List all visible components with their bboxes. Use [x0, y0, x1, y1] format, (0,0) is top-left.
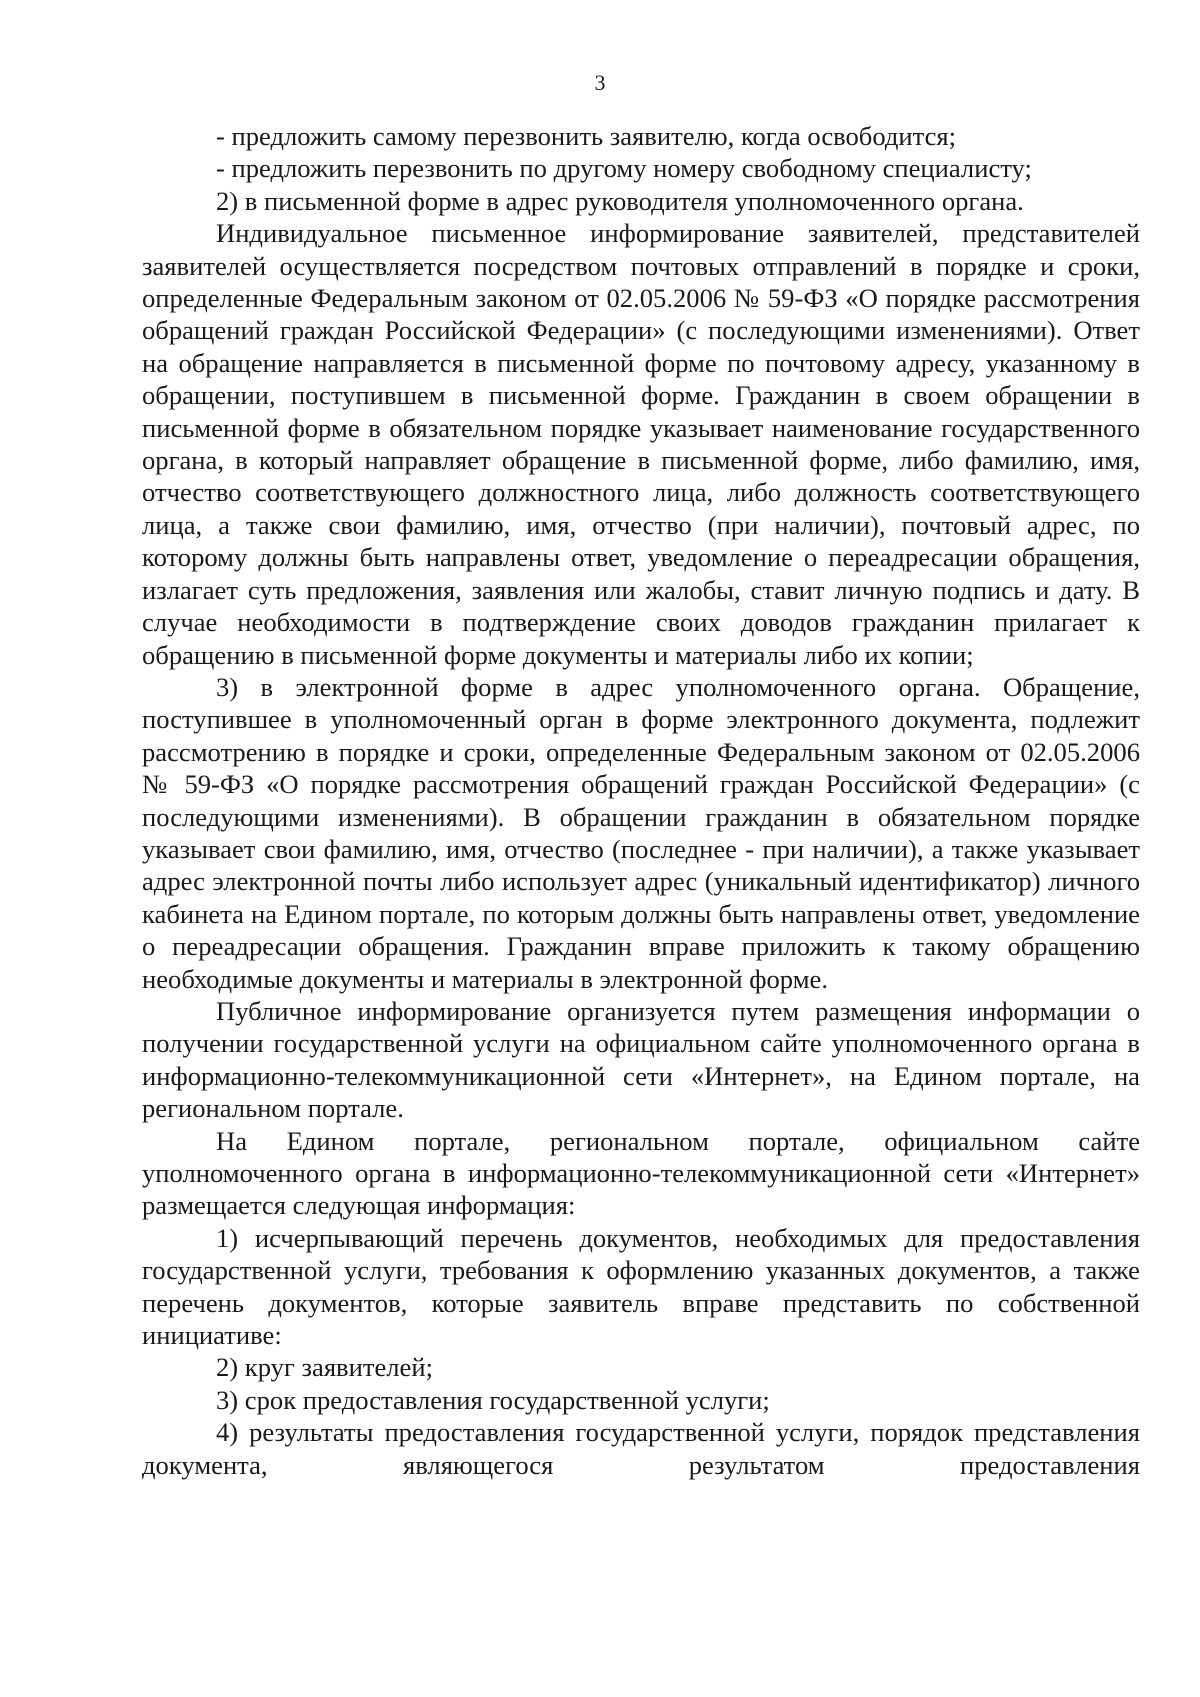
page-number: 3 — [594, 70, 606, 95]
paragraph-written-form: 2) в письменной форме в адрес руководителя уполномоченного органа. — [216, 185, 1024, 216]
paragraph-callback-other: - предложить перезвонить по другому номеру свободному специалисту; — [216, 153, 1032, 184]
list-item-applicants: 2) круг заявителей; — [216, 1352, 433, 1383]
paragraph-individual-written-info: Индивидуальное письменное информирование заявителей, представителей заявителей осуществляется посредством почтовых отправлений в порядке и сроки, определенные Федеральным законом от 02.05.2006 № 59-ФЗ «О порядке рассмотрения обращений граждан Российской Федерации» (с последующими изменениями). Ответ на обращение направляется в письменной форме по почтовому адресу, указанному в обращении, поступившем в письменной форме. Гражданин в своем обращении в письменной форме в обязательном порядке указывает наименование государственного органа, в который направляет обращение в письменной форме, либо фамилию, имя, отчество соответствующего должностного лица, либо должность соответствующего лица, а также свои фамилию, имя, отчество (при наличии), почтовый адрес, по которому должны быть направлены ответ, уведомление о переадресации обращения, излагает суть предложения, заявления или жалобы, ставит личную подпись и дату. В случае необходимости в подтверждение своих доводов гражданин прилагает к обращению в письменной форме документы и материалы либо их копии; — [142, 218, 1140, 670]
list-item-documents: 1) исчерпывающий перечень документов, необходимых для предоставления государственной услуги, требования к оформлению указанных документов, а также перечень документов, которые заявитель вправе представить по собственной инициативе: — [142, 1222, 1140, 1351]
paragraph-callback-self: - предложить самому перезвонить заявителю, когда освободится; — [216, 121, 957, 151]
paragraph-electronic-form: 3) в электронной форме в адрес уполномоченного органа. Обращение, поступившее в уполномоченный орган в форме электронного документа, подлежит рассмотрению в порядке и сроки, определенные Федеральным законом от 02.05.2006 № 59-ФЗ «О порядке рассмотрения обращений граждан Российской Федерации» (с последующими изменениями). В обращении гражданин в обязательном порядке указывает свои фамилию, имя, отчество (последнее - при наличии), а также указывает адрес электронной почты либо использует адрес (уникальный идентификатор) личного кабинета на Едином портале, по которым должны быть направлены ответ, уведомление о переадресации обращения. Гражданин вправе приложить к такому обращению необходимые документы и материалы в электронной форме. — [142, 671, 1140, 994]
paragraph-portal-info: На Едином портале, региональном портале, официальном сайте уполномоченного органа в информационно-телекоммуникационной сети «Интернет» размещается следующая информация: — [142, 1125, 1140, 1221]
list-item-results: 4) результаты предоставления государственной услуги, порядок представления документа, являющегося результатом предоставления — [142, 1417, 1140, 1480]
document-body — [142, 120, 1140, 1481]
paragraph-public-info: Публичное информирование организуется путем размещения информации о получении государственной услуги на официальном сайте уполномоченного органа в информационно-телекоммуникационной сети «Интернет», на Едином портале, на региональном портале. — [142, 995, 1140, 1124]
list-item-term: 3) срок предоставления государственной услуги; — [216, 1384, 770, 1415]
